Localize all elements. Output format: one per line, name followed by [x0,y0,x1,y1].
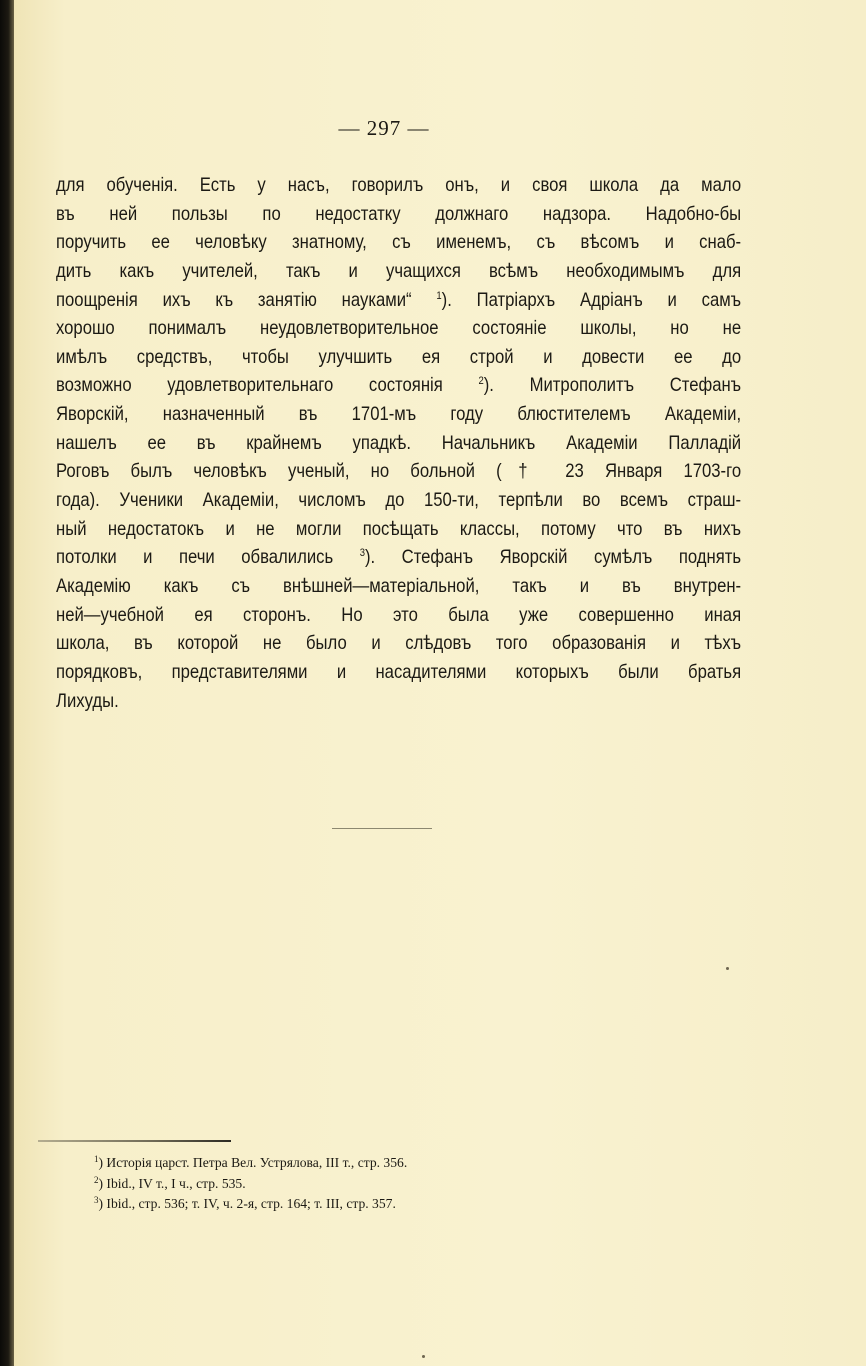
footnote-text: ) Ibid., стр. 536; т. IV, ч. 2-я, стр. 164; т. III, стр. 357. [98,1196,396,1211]
text-line [56,572,741,601]
text-line-content [56,629,741,658]
text-line [56,400,741,429]
text-line-text: Академію какъ съ внѣшней—матеріальной, такъ и въ внутрен- [56,574,742,597]
text-line [56,228,741,257]
text-line-content [56,658,741,687]
text-line [56,314,741,343]
book-page [14,0,866,1366]
footnote [94,1174,614,1195]
text-line-content [56,400,741,429]
section-separator [332,828,432,829]
text-line-text: нашелъ ее въ крайнемъ упадкѣ. Начальникъ Академіи Палладій [56,431,742,454]
footnote-text: ) Ibid., IV т., I ч., стр. 535. [98,1175,246,1191]
text-line-text: ). Патріархъ Адріанъ и самъ [441,288,742,311]
text-line-text: Роговъ былъ человѣкъ ученый, но больной († 23 Января 1703-го [56,460,742,483]
text-line [56,457,741,486]
text-line-text: въ ней пользы по недостатку должнаго надзора. Надобно-бы [56,202,742,225]
text-line [56,200,741,229]
text-line-text: порядковъ, представителями и насадителями которыхъ были братья [56,660,742,683]
text-line-content [56,572,741,601]
text-line-text: поощренія ихъ къ занятію науками“ [56,288,437,311]
text-line [56,486,741,515]
text-line-text: года). Ученики Академіи, числомъ до 150-ти, терпѣли во всемъ страш- [56,489,742,512]
paper-speck [422,1355,425,1358]
text-line-content [56,286,741,315]
text-line-content [56,200,741,229]
text-line-text: Лихуды. [56,689,119,712]
text-line-text: ). Митрополитъ Стефанъ [483,374,742,397]
text-line [56,171,741,200]
text-line-content [56,457,741,486]
body-text [56,171,741,715]
text-line-text: школа, въ которой не было и слѣдовъ того образованія и тѣхъ [56,632,742,655]
text-line-text: возможно удовлетворительнаго состоянія [56,374,479,397]
text-line-content [56,171,741,200]
footnote [94,1153,614,1174]
text-line [56,257,741,286]
text-line [56,429,741,458]
text-line [56,543,741,572]
text-line-text: ный недостатокъ и не могли посѣщать классы, потому что въ нихъ [56,517,742,540]
text-line-content [56,257,741,286]
text-line-text: Яворскій, назначенный въ 1701-мъ году блюстителемъ Академіи, [56,403,742,426]
footnote-text: ) Исторія царст. Петра Вел. Устрялова, III т., стр. 356. [98,1155,408,1170]
footnote [94,1194,614,1215]
footnote-reference: 1 [436,289,442,302]
text-line [56,371,741,400]
text-line [56,658,741,687]
footnote-reference: 3 [359,547,365,560]
text-line-text: хорошо понималъ неудовлетворительное состояніе школы, но не [56,317,742,340]
text-line [56,601,741,630]
text-line [56,343,741,372]
text-line-text: для обученія. Есть у насъ, говорилъ онъ, и своя школа да мало [56,174,742,196]
text-line-text: дить какъ учителей, такъ и учащихся всѣмъ необходимымъ для [56,259,742,282]
book-spine-edge [0,0,14,1366]
text-line-text: поручить ее человѣку знатному, съ именемъ, съ вѣсомъ и снаб- [56,231,742,254]
text-line-content [56,543,741,572]
text-line [56,687,741,716]
text-line-content [56,687,741,716]
text-line-text: ). Стефанъ Яворскій сумѣлъ поднять [364,546,742,569]
footnote-mark: 2 [94,1174,99,1185]
footnote-mark: 1 [94,1154,99,1164]
text-line-content [56,371,741,400]
page-number: — 297 — [338,116,430,140]
text-line-content [56,314,741,343]
text-line-content [56,343,741,372]
text-line-content [56,486,741,515]
text-line [56,286,741,315]
text-line [56,629,741,658]
text-line-content [56,429,741,458]
footnote-reference: 2 [478,375,484,388]
text-line-content [56,228,741,257]
footnote-mark: 3 [94,1195,99,1205]
text-line-text: имѣлъ средствъ, чтобы улучшить ея строй и довести ее до [56,345,742,368]
paper-speck [726,967,729,970]
footnotes [94,1153,614,1215]
text-line-content [56,601,741,630]
text-line-content [56,515,741,544]
text-line-text: ней—учебной ея сторонъ. Но это была уже совершенно иная [56,603,742,626]
text-line [56,515,741,544]
text-line-text: потолки и печи обвалились [56,546,360,569]
footnote-rule [38,1140,231,1142]
